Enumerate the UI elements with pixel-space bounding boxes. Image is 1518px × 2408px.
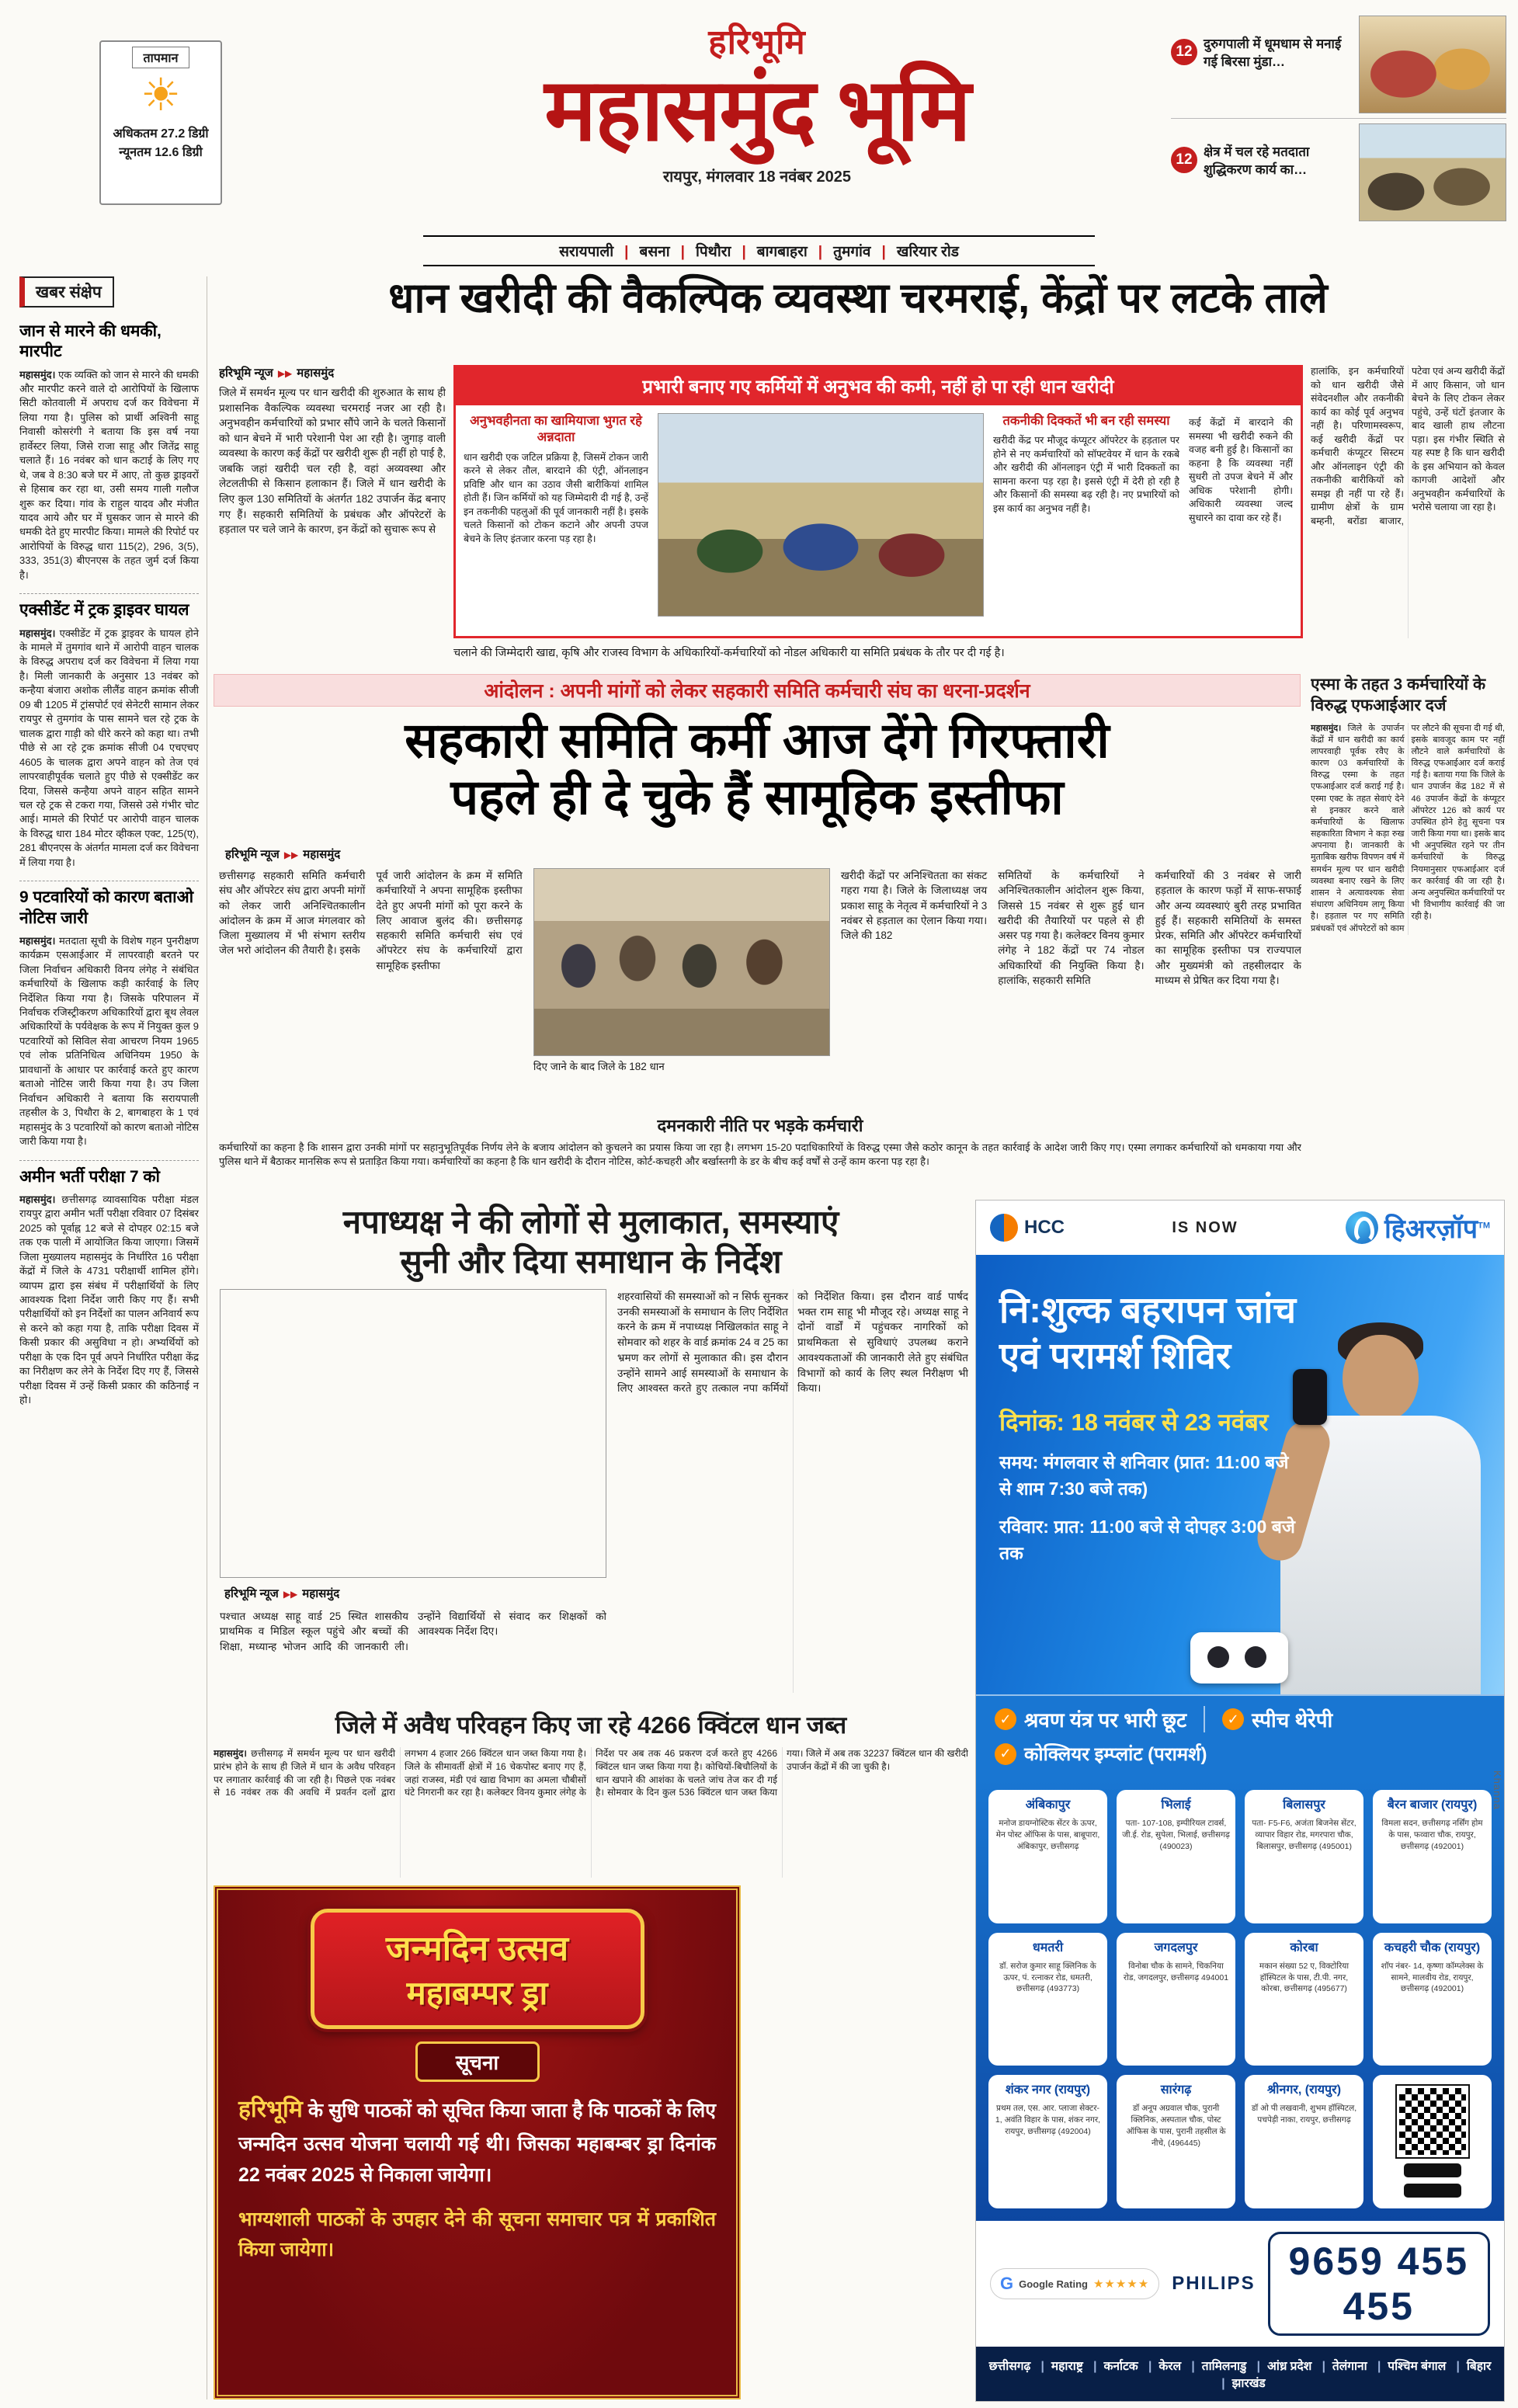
temperature-min: न्यूनतम 12.6 डिग्री xyxy=(119,145,203,159)
feature-divider xyxy=(1204,1706,1205,1732)
strike-substory xyxy=(219,1114,1301,1193)
region-strip xyxy=(423,235,1095,266)
byline-place: महासमुंद xyxy=(303,848,341,861)
story-dateline: महासमुंद। xyxy=(1311,723,1342,733)
byline-arrows-icon xyxy=(280,848,303,861)
hearzap-states-strip xyxy=(976,2347,1504,2401)
story-dateline: महासमुंद। xyxy=(214,1748,247,1759)
region-item: सरायपाली xyxy=(559,244,614,260)
is-now-label: IS NOW xyxy=(1172,1218,1238,1236)
state-item: | कर्नाटक xyxy=(1086,2360,1138,2373)
hearzap-logo xyxy=(1346,1210,1490,1246)
location-address: डॉ अनूप अग्रवाल चौक, पुरानी क्लिनिक, अस्पताल चौक, पोस्ट ऑफिस के पास, पुरानी तहसील के नीचे, (496445) xyxy=(1126,2104,1226,2149)
temperature-box xyxy=(99,40,222,205)
location-address: शॉप नंबर- 14, कृष्णा कॉम्प्लेक्स के सामने, मालवीय रोड, रायपुर, छत्तीसगढ़ (492001) xyxy=(1381,1961,1484,1994)
byline xyxy=(219,365,446,380)
napa-body: शहरवासियों की समस्याओं को न सिर्फ सुनकर उनकी समस्याओं के समाधान के लिए निर्देशित करने के क्रम में नपाध्यक्ष निखिलकांत साहू ने सोमवार को शहर के वार्ड क्रमांक 24 व 25 का भ्रमण कर लोगों से मुलाकात की। इस दौरान उन्होंने सामने आई समस्याओं के समाधान के लिए आश्वस्त करते हुए तत्काल नपा कर्मियों को निर्देशित किया। इस दौरान वार्ड पार्षद भक्त राम साहू भी मौजूद रहे। अध्यक्ष साहू ने दोनों वार्डों में पहुंचकर नागरिकों को प्राथमिकता से सुविधाएं उपलब्ध कराने आवश्यकताओं की जानकारी लेते हुए संबंधित विभागों को कार्य के लिए स्थल निरीक्षण भी किया। xyxy=(617,1291,968,1395)
story-column: कर्मचारियों की 3 नवंबर से जारी हड़ताल के कारण फड़ों में साफ-सफाई और अन्य व्यवस्थाएं बुरी तरह प्रभावित हुई हैं। सहकारी समितियों के समस्त प्रेरक, समिति और ऑपरेटर कर्मचारियों का सामूहिक इस्तीफा पत्र राज्यपाल और मुख्यमंत्री को तहसीलदार के माध्यम से प्रेषित कर दिया गया है। xyxy=(1155,870,1301,987)
location-address: पता- F5-F6, अजंता बिजनेस सेंटर, व्यापार विहार रोड, मगरपारा चौक, बिलासपुर, छत्तीसगढ़ (495001) xyxy=(1252,1819,1356,1851)
location-card xyxy=(1373,1790,1492,1923)
byline-place: महासमुंद xyxy=(302,1587,340,1600)
location-city: बिलासपुर xyxy=(1283,1798,1325,1812)
paddy-seizure-story xyxy=(214,1708,968,1879)
state-item: | आंध्र प्रदेश xyxy=(1250,2360,1312,2373)
feature-label: श्रवण यंत्र पर भारी छूट xyxy=(1024,1708,1187,1732)
state-item: छत्तीसगढ़ xyxy=(988,2360,1031,2373)
location-city: बैरन बाजार (रायपुर) xyxy=(1387,1798,1478,1812)
brief-dateline: महासमुंद। xyxy=(19,1193,56,1205)
news-briefs-column xyxy=(19,276,207,2399)
brief-headline: अमीन भर्ती परीक्षा 7 को xyxy=(19,1167,160,1186)
camp-time-sunday: रविवार: प्रात: 11:00 बजे से दोपहर 3:00 बजे तक xyxy=(999,1516,1295,1563)
location-card xyxy=(988,1790,1107,1923)
google-rating-badge xyxy=(990,2268,1159,2299)
substory-column xyxy=(1189,413,1293,617)
google-g-icon: G xyxy=(1000,2274,1014,2293)
state-item: | बिहार xyxy=(1450,2360,1492,2373)
hcc-logo-text: HCC xyxy=(1024,1217,1065,1238)
ad-title-line2: महाबम्पर ड्रा xyxy=(406,1975,548,2011)
temperature-title: तापमान xyxy=(132,47,190,68)
protest-photo xyxy=(533,868,830,1056)
camp-date: दिनांक: 18 नवंबर से 23 नवंबर xyxy=(999,1408,1269,1436)
check-icon xyxy=(995,1708,1016,1730)
esma-story xyxy=(1311,674,1505,1193)
qr-code xyxy=(1397,2086,1468,2157)
hearzap-features xyxy=(976,1694,1504,1777)
substory-text: धान खरीदी एक जटिल प्रक्रिया है, जिसमें टोकन जारी करने से लेकर तौल, बारदाने की एंट्री, ऑनलाइन प्रविष्टि और धान का उठाव जैसी बारीकियां शामिल होती हैं। जिन कर्मियों को यह जिम्मेदारी दी गई है, उन्हें इन तकनीकी पहलुओं की पूर्व जानकारी नहीं है। इसके चलते किसानों को टोकन कटाने और अपनी उपज बेचने के लिए इंतजार करना पड़ रहा है। xyxy=(464,451,648,544)
news-brief xyxy=(19,593,199,881)
page-pointer-photo xyxy=(1359,123,1506,221)
lead-story-column xyxy=(219,365,446,646)
region-item: | बसना xyxy=(613,241,670,261)
hearzap-brand: हिअरज़ॉप xyxy=(1384,1214,1478,1244)
news-brief xyxy=(19,315,199,593)
meeting-photo xyxy=(220,1289,606,1578)
location-city: शंकर नगर (रायपुर) xyxy=(1005,2083,1091,2097)
location-city: जगदलपुर xyxy=(1154,1941,1198,1955)
esma-body: जिले के उपार्जन केंद्रों में धान खरीदी का कार्य लापरवाही पूर्वक रवैए के कारण 03 कर्मचारियों के विरुद्ध एस्मा के तहत एफआईआर दर्ज कराई गई है। एस्मा एक्ट के तहत सेवाएं देने से इनकार करने वाले कर्मचारियों के खिलाफ सहकारिता विभाग ने कड़ा रुख अपनाया है। जानकारी के मुताबिक खरीफ विपणन वर्ष में समर्थन मूल्य पर धान खरीदी व्यवस्था बनाए रखने के लिए शासन ने अत्यावश्यक सेवा संधारण अधिनियम लागू किया है। हड़ताल पर गए समिति प्रबंधकों एवं ऑपरेटरों को काम पर लौटने की सूचना दी गई थी, इसके बावजूद काम पर नहीं लौटने वाले कर्मचारियों के विरुद्ध एफआईआर दर्ज कराई गई है। बताया गया कि जिले के धान उपार्जन केंद्र 182 में से 46 उपार्जन केंद्रों के कंप्यूटर ऑपरेटर 126 को कार्य पर उपस्थित होने हेतु सूचना पत्र जारी किया गया था। इसके बाद भी अनुपस्थित रहने पर तीन कर्मचारियों के विरुद्ध नियमानुसार एफआईआर दर्ज कर कार्रवाई की जा रही है। अन्य अनुपस्थित कर्मचारियों पर भी विभागीय कार्रवाई की जा रही है। xyxy=(1311,723,1505,933)
substory-column xyxy=(993,413,1179,617)
location-address: विमला सदन, छत्तीसगढ़ नर्सिंग होम के पास, फव्वारा चौक, रायपुर, छत्तीसगढ़ (492001) xyxy=(1381,1819,1483,1851)
location-city: श्रीनगर, (रायपुर) xyxy=(1266,2083,1342,2097)
ad-notice-ribbon: सूचना xyxy=(415,2041,540,2082)
strike-substory-body: कर्मचारियों का कहना है कि शासन द्वारा उनकी मांगों पर सहानुभूतिपूर्वक निर्णय लेने के बजाय आंदोलन को कुचलने का प्रयास किया जा रहा है। लगभग 15-20 पदाधिकारियों के विरुद्ध एस्मा जैसे कठोर कानून के तहत कार्रवाई के आदेश जारी किए गए। एस्मा लगाकर कर्मचारियों को धमकाया गया और पुलिस थाने में बैठाकर मानसिक रूप से प्रताड़ित किया गया। कर्मचारियों का कहना है कि धान खरीदी के दौरान नोटिस, कोर्ट-कचहरी और बर्खास्तगी के डर के बीच कई वर्षों से उन्हें काम करना पड़ रहा है। xyxy=(219,1141,1301,1168)
story-continuation-line: दिए जाने के बाद जिले के 182 धान xyxy=(533,1061,665,1072)
location-address: प्रथम तल, एस. आर. प्लाजा सेक्टर- 1, अवंति विहार के पास, शंकर नगर, रायपुर, छत्तीसगढ़ (492004) xyxy=(995,2104,1101,2137)
byline-agency: हरिभूमि न्यूज xyxy=(225,848,280,861)
feature-label: स्पीच थेरेपी xyxy=(1252,1708,1333,1732)
location-city: धमतरी xyxy=(1032,1941,1064,1955)
ad-agency-credit: Khanna xyxy=(1492,1770,1503,1810)
trademark-label: TM xyxy=(1478,1221,1490,1231)
state-item: | तेलंगाना xyxy=(1315,2360,1367,2373)
location-card xyxy=(1245,1933,1363,2066)
page-pointer xyxy=(1171,11,1506,118)
qr-code-card xyxy=(1373,2075,1492,2208)
story-column: छत्तीसगढ़ सहकारी समिति कर्मचारी संघ और ऑपरेटर संघ द्वारा अपनी मांगों को लेकर जारी अनिश्चितकालीन आंदोलन के क्रम में आज मंगलवार को जिला मुख्यालय में भी संभाग स्तरीय जेल भरो आंदोलन की तैयारी है। इसके xyxy=(219,870,366,957)
location-card xyxy=(988,2075,1107,2208)
strike-headline xyxy=(214,713,1301,826)
byline-agency: हरिभूमि न्यूज xyxy=(224,1587,279,1600)
page-number-badge: 12 xyxy=(1171,147,1197,173)
substory-subhead: अनुभवहीनता का खामियाजा भुगत रहे अन्नदाता xyxy=(470,414,642,445)
brief-dateline: महासमुंद। xyxy=(19,627,56,639)
strike-headline-line1: सहकारी समिति कर्मी आज देंगे गिरफ्तारी xyxy=(405,714,1110,768)
feature-item xyxy=(995,1741,1485,1767)
location-card xyxy=(1117,1933,1235,2066)
region-item: | पिथौरा xyxy=(670,241,731,261)
state-item: | केरल xyxy=(1141,2360,1181,2373)
byline-arrows-icon xyxy=(273,367,297,380)
strike-story-body xyxy=(219,868,1301,1106)
napa-headline-line1: नपाध्यक्ष ने की लोगों से मुलाकात, समस्याएं xyxy=(342,1204,839,1240)
hearzap-footer-row xyxy=(976,2221,1504,2347)
brief-body: एक्सीडेंट में ट्रक ड्राइवर के घायल होने के मामले में तुमगांव थाने में आरोपी वाहन चालक के विरुद्ध अपराध दर्ज कर विवेचना में लिया गया है। मिली जानकारी के अनुसार 13 नवंबर को कन्हैया बंजारा अशोक लीलैंड वाहन क्रमांक सीजी 09 बी 1205 में ट्रांसपोर्ट एवं सेनेटरी सामान लेकर रायपुर से तुमगांव के पास सामने चल रहे ट्रक के चालक द्वारा गाड़ी को धीरे करने को कहा था। तभी पीछे से आ रहे ट्रक क्रमांक सीजी 04 एचएचए 4605 के चालक द्वारा अपने वाहन को तेज एवं लापरवाहीपूर्वक चलाते हुए पीछे से एक्सीडेंट कर दिया, जिससे कन्हैया अपने वाहन सहित सामने चल रहे ट्रक से टकरा गया, जिससे उसे गंभीर चोट आई। मामले की रिपोर्ट पर आरोपी वाहन चालक के विरुद्ध धारा 184 मोटर व्हीकल एक्ट, 125(ए), 281 बीएनएस के अंतर्गत मामला दर्ज कर विवेचना में लिया गया है। xyxy=(19,627,199,868)
state-item: | झारखंड xyxy=(1214,2377,1265,2390)
hcc-logo xyxy=(990,1214,1065,1242)
seizure-headline: जिले में अवैध परिवहन किए जा रहे 4266 क्विंटल धान जब्त xyxy=(335,1711,847,1739)
briefs-column-header: खबर संक्षेप xyxy=(19,276,114,308)
play-store-badge xyxy=(1404,2184,1461,2198)
lead-story-continuation: हालांकि, इन कर्मचारियों को धान खरीदी जैसे संवेदनशील और तकनीकी कार्य का कोई पूर्व अनुभव नहीं है। परिणामस्वरूप, कई खरीदी केंद्रों पर कर्मचारी कंप्यूटर सिस्टम और ऑनलाइन एंट्री की तकनीकी बारीकियों को समझ ही नहीं पा रहे हैं। ग्रामीण क्षेत्रों के ग्राम बम्हनी, बरोंडा बाजार, पटेवा एवं अन्य खरीदी केंद्रों में आए किसान, जो धान बेचने के लिए टोकन लेकर पहुंचे, उन्हें घंटों इंतजार के बाद खाली हाथ लौटना पड़ा। इस गंभीर स्थिति से यह स्पष्ट है कि धान खरीदी के इस अभियान को केवल कागजी आदेशों और अनुभवहीन कर्मचारियों के भरोसे चलाया जा रहा है। xyxy=(1311,366,1505,526)
location-address: डॉ ओ पी लखवानी, शुभम हॉस्पिटल, पचपेड़ी नाका, रायपुर, छत्तीसगढ़ xyxy=(1251,2104,1357,2125)
ad-title-plaque xyxy=(311,1909,644,2029)
page-pointer xyxy=(1171,118,1506,226)
ad-brand-name: हरिभूमि xyxy=(238,2097,303,2122)
location-city: भिलाई xyxy=(1161,1798,1191,1812)
newspaper-logo: हरिभूमि xyxy=(708,23,806,61)
strike-kicker: आंदोलन : अपनी मांगों को लेकर सहकारी समिति कर्मचारी संघ का धरना-प्रदर्शन xyxy=(214,674,1301,707)
napa-body-continuation: पश्चात अध्यक्ष साहू वार्ड 25 स्थित शासकीय प्राथमिक व मिडिल स्कूल पहुंचे और बच्चों की शिक्षा, मध्यान्ह भोजन आदि की जानकारी ली। उन्होंने विद्यार्थियों से संवाद कर शिक्षकों को आवश्यक निर्देश दिए। xyxy=(220,1611,606,1652)
feature-item xyxy=(1222,1705,1332,1733)
masthead xyxy=(272,17,1242,186)
substory-text: खरीदी केंद्र पर मौजूद कंप्यूटर ऑपरेटर के हड़ताल पर होने से नए कर्मचारियों को सॉफ्टवेयर में धान के रकबे और खरीदी की ऑनलाइन एंट्री में भारी दिक्कतों का सामना करना पड़ रहा है। इससे एंट्री में देरी हो रही है और किसानों की समस्या बढ़ रही है। नए प्रभारियों को इस कार्य का अनुभव नहीं है। xyxy=(993,435,1179,514)
state-item: | पश्चिम बंगाल xyxy=(1370,2360,1446,2373)
protest-figure xyxy=(533,868,830,1106)
google-rating-label: Google Rating xyxy=(1019,2278,1088,2290)
location-city: कोरबा xyxy=(1290,1941,1318,1955)
hearzap-hero xyxy=(976,1255,1504,1694)
hcc-logo-icon xyxy=(990,1214,1018,1242)
byline-arrows-icon xyxy=(279,1587,302,1600)
lead-story-footer-line: चलाने की जिम्मेदारी खाद्य, कृषि और राजस्व विभाग के अधिकारियों-कर्मचारियों को नोडल अधिकारी या समिति प्रबंधक के तौर पर दी गई है। xyxy=(453,647,1005,659)
location-address: मनोज डायग्नोस्टिक सेंटर के ऊपर, मेन पोस्ट ऑफिस के पास, बाबूपारा, अंबिकापुर, छत्तीसगढ़ xyxy=(995,1819,1100,1851)
story-column: पूर्व जारी आंदोलन के क्रम में समिति कर्मचारियों ने अपना सामूहिक इस्तीफा देते हुए अपनी मांगों को पूरा करने के लिए आवाज बुलंद की। छत्तीसगढ़ सहकारी समिति कर्मचारी संघ एवं ऑपरेटर संघ के कर्मचारियों द्वारा सामूहिक इस्तीफा xyxy=(376,870,523,971)
location-card xyxy=(1373,1933,1492,2066)
location-address: पता- 107-108, इम्पीरियल टावर्स, जी.ई. रोड, सुपेला, भिलाई, छत्तीसगढ़ (490023) xyxy=(1122,1819,1230,1851)
location-card xyxy=(1245,2075,1363,2208)
municipal-president-story xyxy=(214,1202,968,1703)
location-city: सारंगढ़ xyxy=(1160,2083,1192,2097)
page-pointer-photo xyxy=(1359,16,1506,113)
brief-headline: एक्सीडेंट में ट्रक ड्राइवर घायल xyxy=(19,601,189,620)
state-item: | तामिलनाडु xyxy=(1184,2360,1246,2373)
earbuds-case xyxy=(1190,1632,1288,1684)
brief-headline: जान से मारने की धमकी, मारपीट xyxy=(19,322,162,361)
location-address: मकान संख्या 52 ए, विक्टोरिया हॉस्पिटल के पास, टी.पी. नगर, कोरबा, छत्तीसगढ़ (495677) xyxy=(1259,1961,1350,1994)
lead-headline: धान खरीदी की वैकल्पिक व्यवस्था चरमराई, केंद्रों पर लटके ताले xyxy=(388,275,1328,321)
brief-dateline: महासमुंद। xyxy=(19,368,56,380)
edition-dateline: रायपुर, मंगलवार 18 नवंबर 2025 xyxy=(662,168,852,186)
substory-text: कई केंद्रों में बारदाने की समस्या भी खरीदी रुकने की वजह बनी हुई है। किसानों का कहना है कि व्यवस्था नहीं सुधरी तो उपज बेचने में और अधिक परेशानी होगी। अधिकारी व्यवस्था जल्द सुधारने का दावा कर रहे हैं। xyxy=(1189,417,1293,523)
location-address: विनोबा चौक के सामने, चिकनिया रोड, जगदलपुर, छत्तीसगढ़ 494001 xyxy=(1123,1961,1229,1982)
page-pointer-text: दुरुगपाली में धूमधाम से मनाई गई बिरसा मुंडा… xyxy=(1204,36,1342,69)
ad-body-text: के सुधि पाठकों को सूचित किया जाता है कि पाठकों के लिए जन्मदिन उत्सव योजना चलायी गई थी। जिसका महाबम्बर ड्रा दिनांक 22 नवंबर 2025 से निकाला जायेगा। xyxy=(238,2100,716,2186)
location-card xyxy=(1245,1790,1363,1923)
news-brief xyxy=(19,1160,199,1419)
ad-body-text2: भाग्यशाली पाठकों के उपहार देने की सूचना समाचार पत्र में प्रकाशित किया जायेगा। xyxy=(238,2208,716,2260)
edition-title: महासमुंद भूमि xyxy=(544,61,970,158)
region-item: | खरियार रोड xyxy=(871,241,959,261)
top-page-pointers xyxy=(1171,11,1506,226)
location-card xyxy=(1117,2075,1235,2208)
camp-time-weekdays: समय: मंगलवार से शनिवार (प्रात: 11:00 बजे से शाम 7:30 बजे तक) xyxy=(999,1451,1289,1499)
rating-stars: ★★★★★ xyxy=(1092,2278,1150,2291)
substory-column xyxy=(464,413,648,617)
birthday-draw-ad xyxy=(214,1885,741,2399)
app-store-badge xyxy=(1404,2163,1461,2177)
story-column: समितियों के कर्मचारियों ने अनिश्चितकालीन आंदोलन शुरू किया, जिससे 15 नवंबर से शुरू हुई धान खरीदी की तैयारियों पर पहले से ही असर पड़ गया है। कलेक्टर विनय कुमार लंगेह ने 182 केंद्रों पर 74 नोडल अधिकारियों की नियुक्ति किया है। हालांकि, सहकारी समिति xyxy=(998,870,1145,987)
philips-logo: PHILIPS xyxy=(1172,2273,1256,2294)
napa-headline xyxy=(214,1202,968,1281)
brief-dateline: महासमुंद। xyxy=(19,934,56,947)
brief-body: एक व्यक्ति को जान से मारने की धमकी और मारपीट करने वाले दो आरोपियों के खिलाफ सिटी कोतवाली में अपराध दर्ज कर विवेचना में लिया गया है। पुलिस को प्रार्थी अश्विनी साहू निवासी कोसरंगी ने बताया कि इस वर्ष नया हार्वेस्टर लिया, जिसे राजा साहू और जितेंद्र साहू चलाते हैं। 16 नवंबर को धान कटाई के लिए गए थे, जब वे 8:30 बजे घर में आए, तो कुछ ड्राइवरों से हिसाब कर रहा था, उसी समय गाली गलौज शुरू कर दिया। गांव के राहुल यादव और मंजीत यादव आये और घर में घुसकर जान से मारने की धमकी देते हुए मारपीट किया। मामले की रिपोर्ट पर आरोपियों के विरुद्ध धारा 115(2), 296, 3(5), 333, 351(3) बीएनएस के तहत जुर्म दर्ज किया है। xyxy=(19,368,199,581)
ad-headline-line2: एवं परामर्श शिविर xyxy=(999,1334,1231,1376)
byline xyxy=(225,846,340,862)
check-icon xyxy=(995,1743,1016,1765)
location-city: कचहरी चौक (रायपुर) xyxy=(1384,1941,1481,1955)
strike-substory-headline: दमनकारी नीति पर भड़के कर्मचारी xyxy=(657,1116,863,1135)
byline-agency: हरिभूमि न्यूज xyxy=(219,367,273,380)
location-address: डॉ. सरोज कुमार साहू क्लिनिक के ऊपर, पं. रत्नाकर रोड, धमतरी, छत्तीसगढ़ (493773) xyxy=(999,1961,1096,1994)
seizure-body: छत्तीसगढ़ में समर्थन मूल्य पर धान खरीदी प्रारंभ होने के साथ ही जिले में धान के अवैध परिवहन पर लगातार कार्रवाई की जा रही है। पिछले एक नवंबर से 16 नवंबर तक की अवधि में प्रवर्तन दलों द्वारा लगभग 4 हजार 266 क्विंटल धान जब्त किया गया है। जिले के सीमावर्ती क्षेत्रों में 16 चेकपोस्ट बनाए गए हैं, जहां राजस्व, मंडी एवं खाद्य विभाग का अमला चौबीसों घंटे निगरानी कर रहा है। कलेक्टर विनय कुमार लंगेह के निर्देश पर अब तक 46 प्रकरण दर्ज करते हुए 4266 क्विंटल धान जब्त किया गया है। कोचियों-बिचौलियों के धान खपाने की आशंका के चलते जांच तेज कर दी गई है। सोमवार के दिन कुल 536 क्विंटल धान जब्त किया गया। जिले में अब तक 32237 क्विंटल धान की खरीदी उपार्जन केंद्रों में की जा चुकी है। xyxy=(214,1748,968,1798)
story-column: खरीदी केंद्रों पर अनिश्चितता का संकट गहरा गया है। जिले के जिलाध्यक्ष जय प्रकाश साहू के नेतृत्व में कर्मचारियों ने 3 नवंबर से हड़ताल का ऐलान किया गया। जिले की 182 xyxy=(840,870,988,942)
page-pointer-text: क्षेत्र में चल रहे मतदाता शुद्धिकरण कार्य का… xyxy=(1204,144,1310,177)
ad-headline-line1: नि:शुल्क बहरापन जांच xyxy=(999,1289,1297,1330)
location-card xyxy=(988,1933,1107,2066)
brief-headline: 9 पटवारियों को कारण बताओ नोटिस जारी xyxy=(19,888,194,927)
boxed-substory-headline: प्रभारी बनाए गए कर्मियों में अनुभव की कमी, नहीं हो पा रही धान खरीदी xyxy=(456,367,1301,405)
byline xyxy=(224,1586,339,1601)
region-item: | तुमगांव xyxy=(808,241,871,261)
brief-body: छत्तीसगढ़ व्यावसायिक परीक्षा मंडल रायपुर द्वारा अमीन भर्ती परीक्षा रविवार 07 दिसंबर 2025 को पूर्वाह्न 12 बजे से दोपहर 02:15 बजे तक एक पाली में आयोजित किया जाएगा। जिसमें जिला मुख्यालय महासमुंद के निर्धारित 16 परीक्षा केंद्रों में जिले के 4731 परीक्षार्थी शामिल होंगे। व्यापम द्वारा इस संबंध में परीक्षार्थियों के लिए आवश्यक दिशा निर्देश जारी किए गए हैं। सभी परीक्षार्थियों को इन निर्देशों का पालन अनिवार्य रूप से करने को कहा गया है, ताकि परीक्षा दिवस में किसी प्रकार की असुविधा न हो। अभ्यर्थियों को परीक्षा के एक दिन पूर्व अपने निर्धारित परीक्षा केंद्र का निरीक्षण कर लेने के निर्देश दिए गए हैं, जिससे परीक्षा दिवस में उन्हें किसी प्रकार की कठिनाई न हो। xyxy=(19,1193,199,1406)
page-number-badge: 12 xyxy=(1171,39,1197,65)
sun-icon: ☀ xyxy=(141,70,181,120)
location-city: अंबिकापुर xyxy=(1025,1798,1071,1812)
region-item: | बागबाहरा xyxy=(731,241,807,261)
state-item: | महाराष्ट्र xyxy=(1034,2360,1083,2373)
boxed-substory xyxy=(453,365,1303,638)
hearzap-header xyxy=(976,1201,1504,1255)
temperature-max: अधिकतम 27.2 डिग्री xyxy=(113,127,209,141)
procurement-centre-photo xyxy=(658,413,984,617)
ear-icon xyxy=(1346,1211,1378,1244)
napa-headline-line2: सुनी और दिया समाधान के निर्देश xyxy=(400,1243,782,1280)
location-card xyxy=(1117,1790,1235,1923)
ad-title-line1: जन्मदिन उत्सव xyxy=(385,1930,569,1968)
news-brief xyxy=(19,881,199,1159)
strike-headline-line2: पहले ही दे चुके हैं सामूहिक इस्तीफा xyxy=(450,770,1064,825)
esma-headline: एस्मा के तहत 3 कर्मचारियों के विरुद्ध एफआईआर दर्ज xyxy=(1311,676,1486,715)
lead-story-body: जिले में समर्थन मूल्य पर धान खरीदी की शुरुआत के साथ ही प्रशासनिक वैकल्पिक व्यवस्था चरमराई नजर आ रही है। अनुभवहीन कर्मचारियों को प्रभार सौंपे जाने के चलते किसानों को धान बेचने में भारी परेशानी पेश आ रही है। जुगाड़ वाली व्यवस्था के कारण कई केंद्रों पर खरीदी शुरू ही नहीं हो पाई है, जबकि जहां खरीदी चल रही है, वहां अव्यवस्था और लेटलतीफी से किसान हलाकान हैं। जिले में धान खरीदी के लिए कुल 130 समितियों के अंतर्गत 182 उपार्जन केंद्र बनाए गए हैं। सहकारी समितियों के प्रबंधक और ऑपरेटरों के हड़ताल पर चले जाने के कारण, इन केंद्रों को सुचारू रूप से xyxy=(219,387,446,536)
check-icon xyxy=(1222,1708,1244,1730)
feature-label: कोक्लियर इम्प्लांट (परामर्श) xyxy=(1024,1744,1207,1765)
brief-body: मतदाता सूची के विशेष गहन पुनरीक्षण कार्यक्रम एसआईआर में लापरवाही बरतने पर जिला निर्वाचन अधिकारी विनय लंगेह ने संबंधित कर्मचारियों के खिलाफ कड़ी कार्रवाई के लिए निर्देशित किया गया है। जिसके परिपालन में निर्वाचक रजिस्ट्रीकरण अधिकारियों द्वारा बूथ लेवल अधिकारियों के पर्यवेक्षक के रूप में नियुक्त कुल 9 पटवारियों को सिविल सेवा आचरण नियम 1965 एवं लोक प्रतिनिधित्व अधिनियम 1950 के प्रावधानों के आधार पर कार्रवाई करते हुए कारण बताओ नोटिस जारी किया गया है। उप जिला निर्वाचन अधिकारी ने बताया कि सरायपाली तहसील के 3, पिथौरा के 2, बागबाहरा के 1 एवं महासमुंद के 3 पटवारियों को कारण बताओ नोटिस जारी किया गया है। xyxy=(19,934,199,1148)
contact-phone: 9659 455 455 xyxy=(1268,2232,1490,2336)
hearzap-ad xyxy=(975,1200,1505,2402)
feature-item xyxy=(995,1705,1186,1733)
byline-place: महासमुंद xyxy=(297,367,335,380)
substory-subhead: तकनीकी दिक्कतें भी बन रही समस्या xyxy=(1002,414,1170,428)
hearzap-locations-grid xyxy=(976,1777,1504,2221)
